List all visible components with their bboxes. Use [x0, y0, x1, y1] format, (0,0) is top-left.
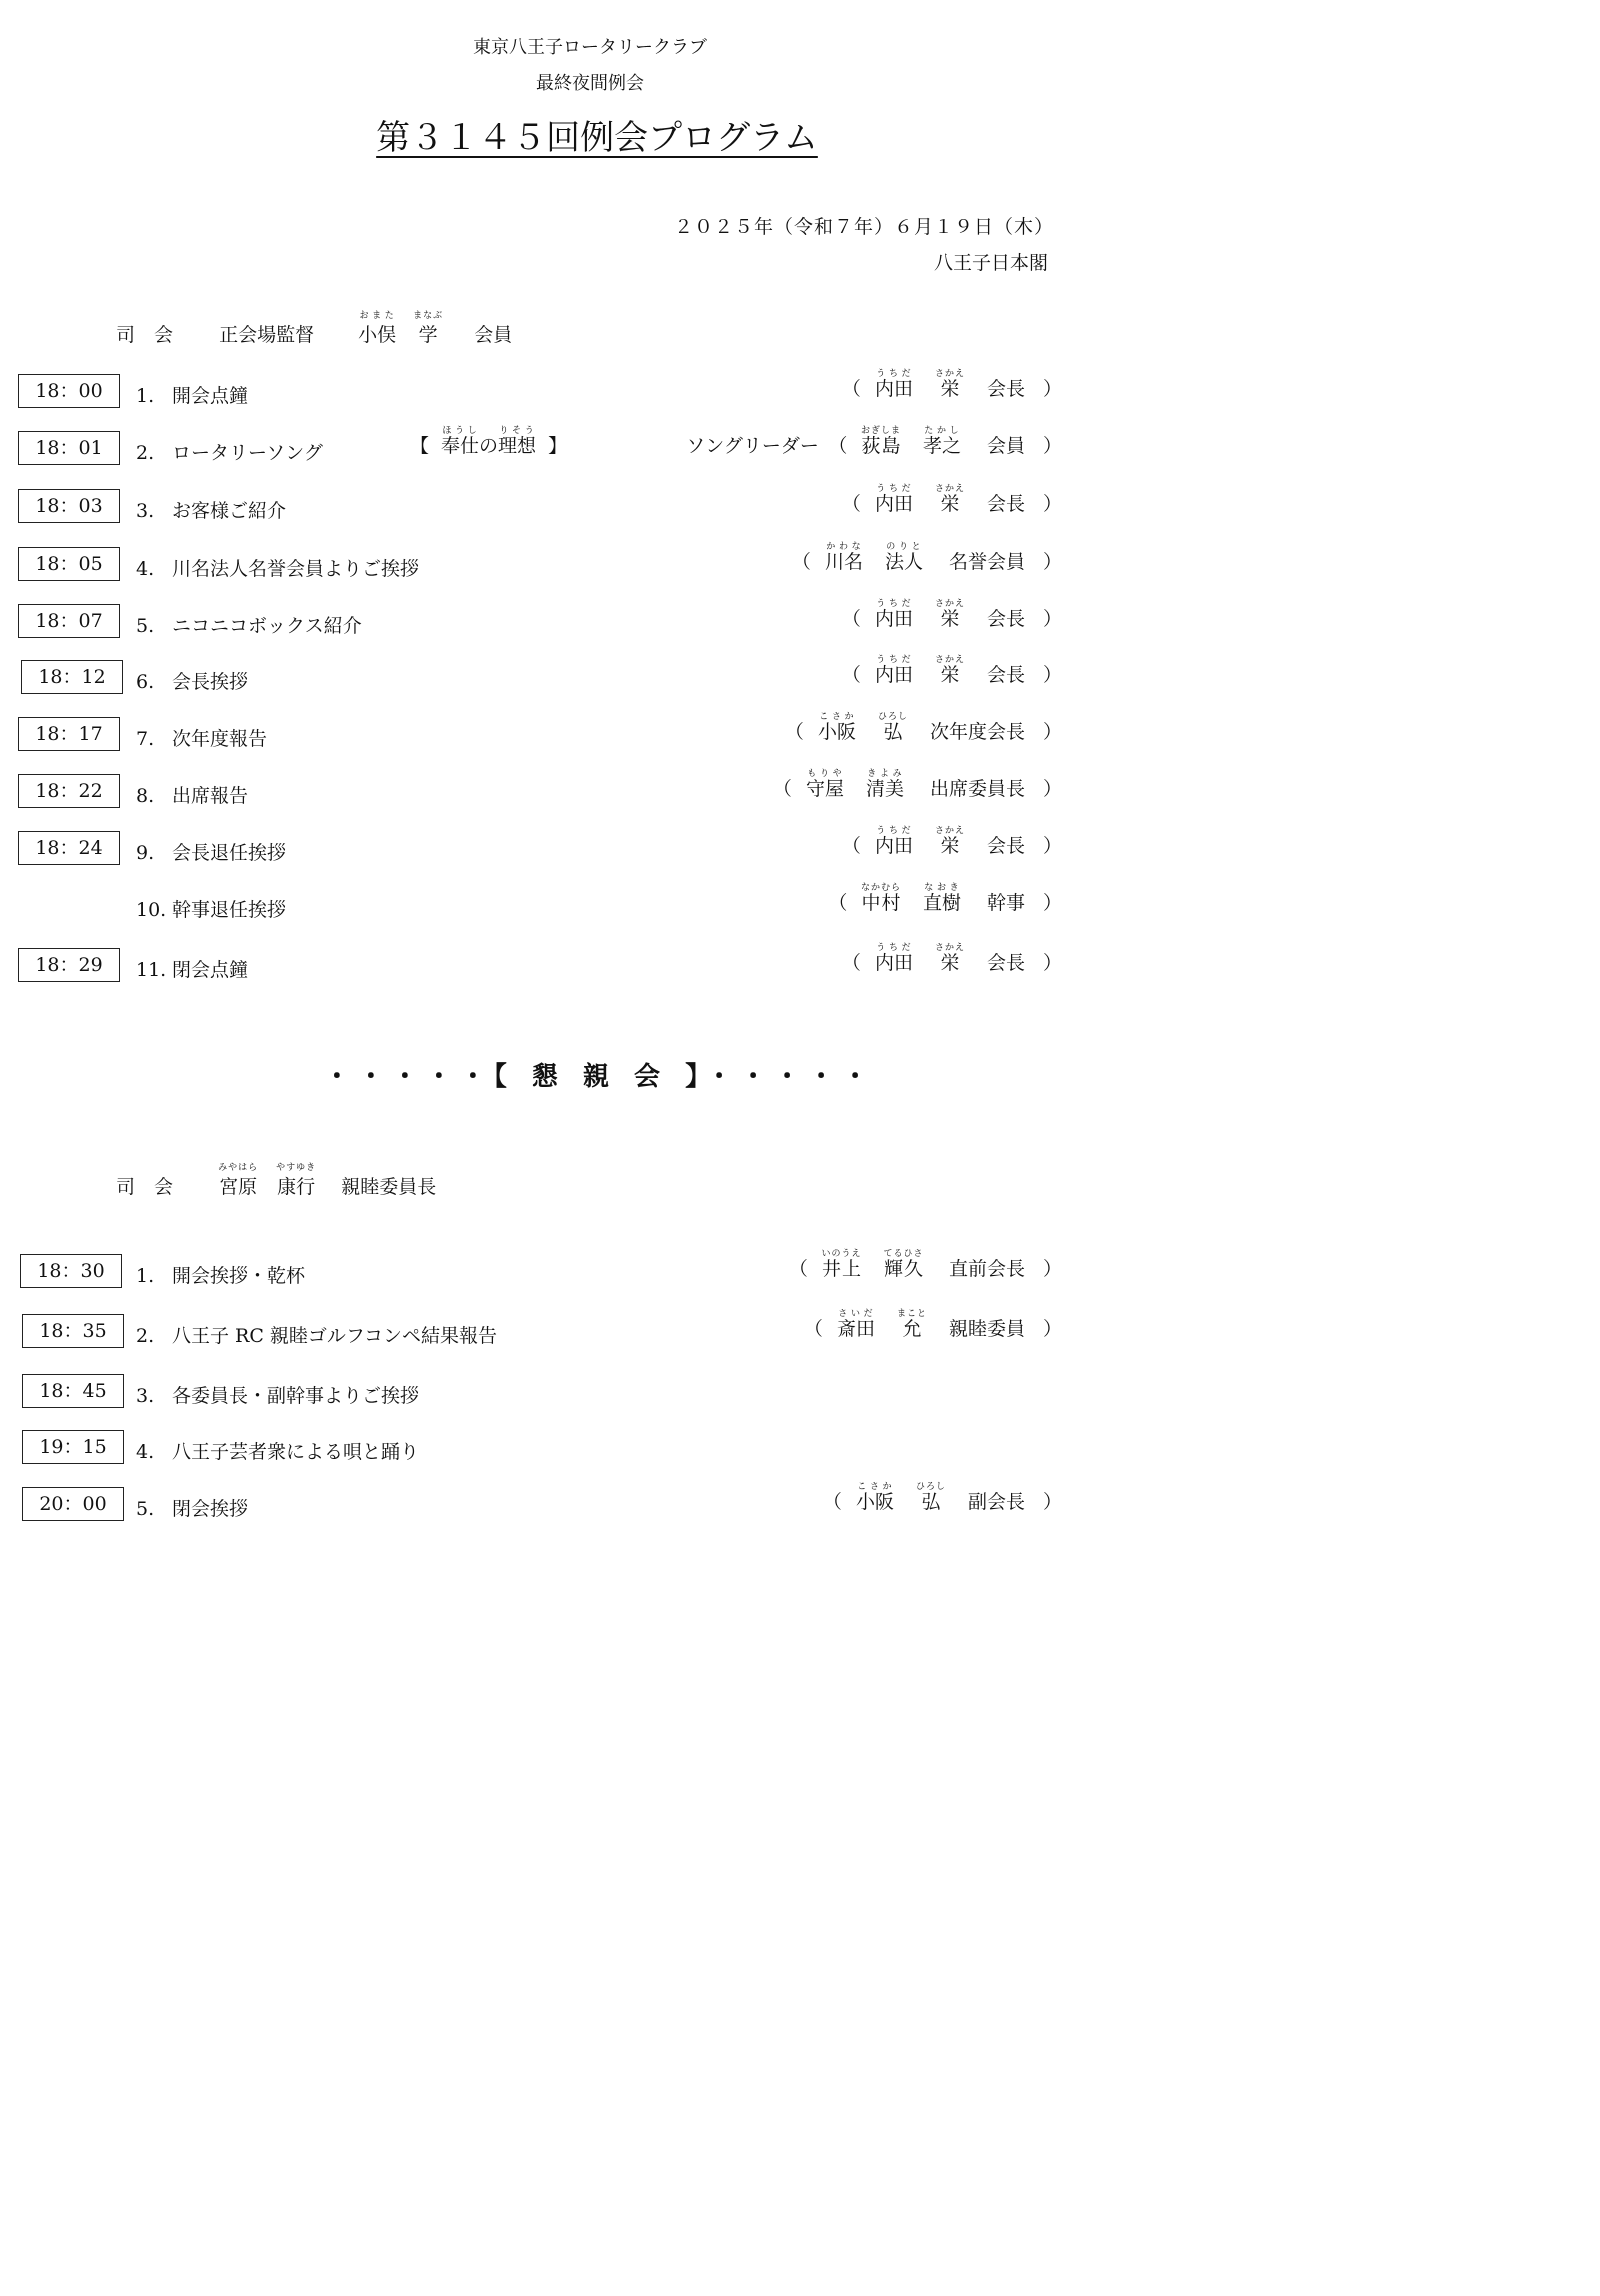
- party-item-number: 1.: [136, 1265, 155, 1287]
- presenter-first-name: 清美きよみ: [865, 769, 904, 800]
- party-item: [136, 1381, 419, 1408]
- paren-open: （: [788, 1258, 808, 1280]
- presenter-first-name: 法人のりと: [884, 542, 923, 573]
- party-item-number: 5.: [136, 1498, 155, 1520]
- program-item: [136, 554, 419, 581]
- paren-close: ）: [1042, 435, 1062, 457]
- presenter-first-name: 孝之たかし: [922, 426, 961, 457]
- presenter-last-name: 内田うちだ: [874, 826, 913, 857]
- presenter-last-name: 内田うちだ: [874, 943, 913, 974]
- program-presenter: [842, 484, 1062, 516]
- presenter-first-name: 直樹なおき: [922, 883, 961, 914]
- presenter-first-name: 輝久てるひさ: [883, 1249, 924, 1280]
- program-item-number: 7.: [136, 728, 155, 750]
- party-item-label: 八王子芸者衆による唄と踊り: [172, 1441, 420, 1463]
- presenter-first-name: 允まこと: [896, 1309, 927, 1340]
- program-title: 第３１４５回例会プログラム: [376, 118, 818, 158]
- presenter-first-name: 弘ひろし: [877, 712, 908, 743]
- paren-close: ）: [1042, 493, 1062, 515]
- program-presenter: [785, 712, 1062, 744]
- program-item-number: 3.: [136, 500, 155, 522]
- mc-title: 会員: [474, 324, 513, 346]
- program-time-box: 18：22: [18, 774, 120, 808]
- presenter-last-name: 内田うちだ: [874, 484, 913, 515]
- song-word-2: 理想りそう: [498, 426, 537, 457]
- presenter-first-name: 栄さかえ: [934, 943, 965, 974]
- program-time-box: 18：24: [18, 831, 120, 865]
- paren-open: （: [822, 1491, 842, 1513]
- meeting-subtitle: 最終夜間例会: [536, 73, 644, 94]
- program-item: [136, 895, 286, 922]
- paren-close: ）: [1042, 1491, 1062, 1513]
- presenter-title: 幹事: [986, 892, 1025, 914]
- program-item: [136, 955, 248, 982]
- paren-open: （: [772, 778, 792, 800]
- song-bracket-close: 】: [548, 435, 568, 457]
- presenter-title: 副会長: [967, 1491, 1025, 1513]
- mc-role: 正会場監督: [219, 324, 315, 346]
- party-item-label: 開会挨拶・乾杯: [172, 1265, 306, 1287]
- program-item-label: 開会点鐘: [172, 385, 249, 407]
- program-item-number: 1.: [136, 385, 155, 407]
- song-bracket-open: 【: [410, 435, 430, 457]
- party-mc-line: [116, 1163, 436, 1199]
- presenter-first-name: 弘ひろし: [915, 1482, 946, 1513]
- paren-close: ）: [1042, 378, 1062, 400]
- presenter-title: 会長: [986, 952, 1025, 974]
- party-item-number: 2.: [136, 1325, 155, 1347]
- party-item: [136, 1437, 419, 1464]
- program-item: [136, 781, 248, 808]
- presenter-last-name: 中村なかむら: [860, 883, 901, 914]
- party-time-box: 18：45: [22, 1374, 124, 1408]
- program-presenter: [686, 426, 1062, 458]
- program-item-label: お客様ご紹介: [172, 500, 287, 522]
- paren-close: ）: [1042, 778, 1062, 800]
- program-item: [136, 724, 267, 751]
- paren-close: ）: [1042, 608, 1062, 630]
- presenter-last-name: 守屋もりや: [805, 769, 844, 800]
- program-presenter: [842, 826, 1062, 858]
- presenter-first-name: 栄さかえ: [934, 484, 965, 515]
- program-time-box: 18：03: [18, 489, 120, 523]
- presenter-first-name: 栄さかえ: [934, 655, 965, 686]
- presenter-title: 出席委員長: [929, 778, 1025, 800]
- program-item: [136, 438, 323, 465]
- presenter-last-name: 内田うちだ: [874, 655, 913, 686]
- program-item-number: 8.: [136, 785, 155, 807]
- program-presenter: [842, 599, 1062, 631]
- program-item-label: 幹事退任挨拶: [172, 899, 287, 921]
- paren-close: ）: [1042, 721, 1062, 743]
- program-item-number: 5.: [136, 615, 155, 637]
- program-item-label: ロータリーソング: [172, 442, 323, 464]
- paren-close: ）: [1042, 551, 1062, 573]
- presenter-title: 会長: [986, 378, 1025, 400]
- party-time-box: 18：35: [22, 1314, 124, 1348]
- presenter-last-name: 小阪こさか: [855, 1482, 894, 1513]
- party-mc-name-last: 宮原みやはら: [218, 1163, 259, 1198]
- paren-open: （: [841, 608, 861, 630]
- paren-close: ）: [1042, 952, 1062, 974]
- program-time-box: 18：12: [21, 660, 123, 694]
- presenter-title: 親睦委員: [948, 1318, 1025, 1340]
- presenter-last-name: 内田うちだ: [874, 599, 913, 630]
- party-mc-title: 親睦委員長: [341, 1176, 437, 1198]
- program-time-box: 18：01: [18, 431, 120, 465]
- program-presenter: [842, 655, 1062, 687]
- party-presenter: [804, 1309, 1062, 1341]
- program-item-label: 川名法人名誉会員よりご挨拶: [172, 558, 420, 580]
- presenter-role: ソングリーダー: [686, 435, 838, 457]
- party-item-number: 4.: [136, 1441, 155, 1463]
- program-item-number: 10.: [136, 899, 167, 921]
- party-mc-name-first: 康行やすゆき: [276, 1163, 317, 1198]
- program-item-label: 次年度報告: [172, 728, 268, 750]
- paren-open: （: [841, 952, 861, 974]
- paren-open: （: [841, 664, 861, 686]
- song-title: [410, 426, 567, 458]
- presenter-last-name: 川名かわな: [824, 542, 863, 573]
- program-item-number: 6.: [136, 671, 155, 693]
- program-item-label: ニコニコボックス紹介: [172, 615, 362, 637]
- paren-open: （: [841, 835, 861, 857]
- paren-close: ）: [1042, 1258, 1062, 1280]
- program-presenter: [842, 369, 1062, 401]
- party-item: [136, 1321, 497, 1348]
- presenter-title: 会長: [986, 664, 1025, 686]
- program-item: [136, 496, 286, 523]
- party-item-number: 3.: [136, 1385, 155, 1407]
- presenter-title: 会長: [986, 493, 1025, 515]
- presenter-last-name: 小阪こさか: [817, 712, 856, 743]
- paren-close: ）: [1042, 1318, 1062, 1340]
- paren-open: （: [828, 892, 848, 914]
- paren-open: （: [841, 493, 861, 515]
- presenter-title: 会長: [986, 835, 1025, 857]
- program-item-label: 会長挨拶: [172, 671, 249, 693]
- party-item: [136, 1494, 248, 1521]
- presenter-first-name: 栄さかえ: [934, 599, 965, 630]
- party-item-label: 八王子 RC 親睦ゴルフコンペ結果報告: [172, 1325, 497, 1347]
- program-item-label: 会長退任挨拶: [172, 842, 287, 864]
- mc-line: [116, 311, 512, 347]
- program-item-number: 4.: [136, 558, 155, 580]
- presenter-title: 名誉会員: [948, 551, 1025, 573]
- presenter-last-name: 内田うちだ: [874, 369, 913, 400]
- program-time-box: 18：05: [18, 547, 120, 581]
- party-presenter: [789, 1249, 1062, 1281]
- presenter-title: 次年度会長: [929, 721, 1025, 743]
- presenter-last-name: 井上いのうえ: [821, 1249, 862, 1280]
- party-item: [136, 1261, 305, 1288]
- song-word-mid: の: [479, 435, 499, 457]
- party-heading: ・・・・・【 懇 親 会 】・・・・・: [323, 1062, 877, 1092]
- presenter-first-name: 栄さかえ: [934, 826, 965, 857]
- paren-open: （: [803, 1318, 823, 1340]
- program-item-label: 閉会点鐘: [172, 959, 249, 981]
- program-item-number: 11.: [136, 959, 167, 981]
- program-time-box: 18：29: [18, 948, 120, 982]
- meeting-venue: 八王子日本閣: [933, 252, 1048, 274]
- presenter-title: 直前会長: [948, 1258, 1025, 1280]
- party-presenter: [823, 1482, 1062, 1514]
- party-item-label: 各委員長・副幹事よりご挨拶: [172, 1385, 420, 1407]
- presenter-title: 会長: [986, 608, 1025, 630]
- party-time-box: 19：15: [22, 1430, 124, 1464]
- paren-open: （: [837, 435, 848, 457]
- program-time-box: 18：00: [18, 374, 120, 408]
- program-presenter: [842, 943, 1062, 975]
- party-mc-label: 司 会: [116, 1176, 174, 1198]
- meeting-date: ２０２５年（令和７年）６月１９日（木）: [673, 216, 1054, 238]
- program-presenter: [773, 769, 1062, 801]
- party-item-label: 閉会挨拶: [172, 1498, 249, 1520]
- program-item: [136, 611, 362, 638]
- party-time-box: 20：00: [22, 1487, 124, 1521]
- paren-close: ）: [1042, 664, 1062, 686]
- program-presenter: [828, 883, 1062, 915]
- mc-name-first: 学まなぶ: [413, 311, 444, 346]
- program-item: [136, 381, 248, 408]
- mc-label: 司 会: [116, 324, 174, 346]
- paren-open: （: [841, 378, 861, 400]
- program-item-number: 9.: [136, 842, 155, 864]
- paren-close: ）: [1042, 835, 1062, 857]
- presenter-first-name: 栄さかえ: [934, 369, 965, 400]
- paren-open: （: [791, 551, 811, 573]
- mc-name-last: 小俣おまた: [358, 311, 397, 346]
- presenter-last-name: 荻島おぎしま: [860, 426, 901, 457]
- club-name: 東京八王子ロータリークラブ: [473, 37, 707, 58]
- program-time-box: 18：07: [18, 604, 120, 638]
- song-word-1: 奉仕ほうし: [441, 426, 480, 457]
- presenter-last-name: 斎田さいだ: [836, 1309, 875, 1340]
- program-presenter: [792, 542, 1062, 574]
- program-item: [136, 667, 248, 694]
- program-time-box: 18：17: [18, 717, 120, 751]
- program-item: [136, 838, 286, 865]
- program-item-label: 出席報告: [172, 785, 249, 807]
- paren-open: （: [784, 721, 804, 743]
- presenter-title: 会員: [986, 435, 1025, 457]
- program-item-number: 2.: [136, 442, 155, 464]
- paren-close: ）: [1042, 892, 1062, 914]
- party-time-box: 18：30: [20, 1254, 122, 1288]
